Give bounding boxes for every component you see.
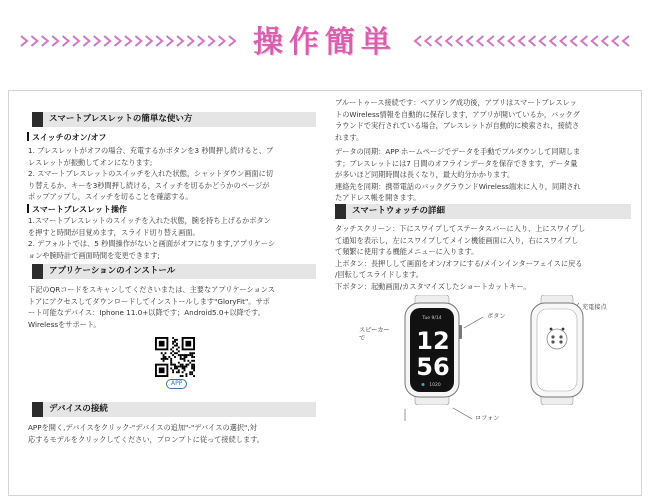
chevron-icon (550, 36, 556, 46)
text-line: ート可能なデバイス：Iphone 11.0+以降です；Android5.0+以降です。 (28, 308, 265, 318)
label-button: ボタン (487, 313, 506, 320)
text-line: ポップアップし，スイッチを切ることを確認する。 (28, 192, 193, 202)
chevron-icon (519, 36, 525, 46)
chevron-icon (425, 36, 431, 46)
chevron-icon (529, 36, 535, 46)
section-header-install (32, 264, 316, 279)
watch-steps: 1020 (429, 383, 441, 388)
section-title: スマートブレスレットの簡単な使い方 (49, 114, 193, 124)
subheading-power (27, 132, 106, 143)
chevron-icon (509, 36, 515, 46)
text-line: /回転してスライドします。 (335, 270, 423, 280)
chevron-icon (488, 36, 494, 46)
text-line: 応するモデルをクリックしてください，プロンプトに従って接続します。 (28, 434, 264, 444)
text-line: トのWireless情報を自動的に保存します，アプリが開いているか，バックグ (335, 109, 580, 119)
text-line: レスレットが振動してオンになります; (28, 157, 153, 167)
chevron-icon (613, 36, 619, 46)
text-line: す；ブレスレットには7 日間のオフラインデータを保存できます，データ量 (335, 158, 578, 168)
text-line: 下記のQRコードをスキャンしてくださいまたは、主要なアプリケーションス (28, 285, 275, 294)
watch-date: Tue 9/14 (422, 316, 442, 321)
chevron-icon (540, 36, 546, 46)
text-line: 連絡先を同期：携帯電話のバックグラウンドWireless端末に入り，同期され (335, 181, 581, 191)
text-line: Wirelessをサポート。 (28, 319, 101, 329)
text-line: ラウンドで実行されている場合，ブレスレットが自動的に検索され，接続さ (335, 121, 580, 131)
text-line: て頻繁に使用する機能メニューに入ります。 (335, 247, 479, 257)
chevron-icon (415, 36, 421, 46)
text-line: を押すと時間が目覚めます，スライド切り替え画面。 (28, 227, 200, 237)
chevron-icon (477, 36, 483, 46)
text-line: 2. スマートブレスレットのスイッチを入れた状態，シャットダウン画面に切 (28, 169, 273, 179)
text-line: 1.スマートブレスレットのスイッチを入れた状態，腕を持ち上げるかボタン (28, 216, 271, 225)
right-chevron-decoration (412, 33, 634, 49)
text-line: て通知を表示し，左にスワイプしてメイン機能画面に入り，右にスワイプし (335, 235, 579, 245)
section-title: デバイスの接続 (49, 404, 108, 414)
text-line: が多いほど同期時間は長くなり，最大約分かかります。 (335, 170, 515, 180)
section-marker-icon (32, 264, 43, 279)
chevron-icon (623, 36, 629, 46)
text-line: ョンや腕時計で画面時間を変更できます; (28, 250, 160, 260)
chevron-icon (457, 36, 463, 46)
text-line: 1. ブレスレットがオフの場合、充電するかボタンを3 秒間押し続けると、ブ (28, 146, 274, 155)
chevron-icon (561, 36, 567, 46)
chevron-icon (592, 36, 598, 46)
text-line: たアドレス帳を開きます。 (335, 193, 421, 203)
connect-instructions (28, 422, 320, 445)
section-title: スマートウォッチの詳細 (352, 206, 445, 216)
chevron-icon (436, 36, 442, 46)
page-header (0, 0, 650, 88)
right-column (335, 91, 633, 495)
text-line: ブルートゥース接続です：ペアリング成功後，アプリはスマートブレスレッ (335, 98, 577, 107)
section-header-usage (32, 112, 316, 127)
section-marker-icon (32, 112, 43, 127)
power-instructions (28, 145, 320, 203)
section-header-connect (32, 402, 316, 417)
manual-page (8, 90, 642, 496)
subheading-text: スマートブレスレット操作 (32, 205, 127, 214)
section-marker-icon (32, 402, 43, 417)
section-marker-icon (335, 204, 346, 219)
watch-hour: 12 (416, 327, 450, 355)
section-title: アプリケーションのインストール (49, 266, 176, 276)
text-line: トアにアクセスしてダウンロードしてインストールします"GloryFit"。サポ (28, 296, 270, 306)
section-header-watch-details (335, 204, 631, 219)
page-title: 操作簡単 (253, 25, 397, 60)
subheading-operation (27, 204, 127, 215)
chevron-icon (571, 36, 577, 46)
watch-back-illustration (525, 295, 589, 405)
app-badge: APP (166, 379, 187, 389)
operation-instructions (28, 215, 320, 261)
chevron-icon (581, 36, 587, 46)
text-line: 上ボタン：長押しして画面をオン/オフにする/メインインターフェイスに戻る (335, 258, 583, 268)
subheading-marker-icon (27, 204, 29, 213)
controls-paragraph (335, 223, 631, 293)
watch-minute: 56 (416, 353, 450, 381)
install-instructions (28, 284, 320, 330)
label-microphone: ロフォン (475, 415, 500, 422)
left-column (18, 91, 318, 495)
text-line: データの同期：APP ホームページでデータを手動でプルダウンして同期しま (335, 147, 581, 156)
text-line: 2. デフォルトでは、5 秒間操作がないと画面がオフになります,アプリケーシ (28, 239, 276, 249)
text-line: APPを開く,デバイスをクリック-"デバイスの追加"-"デバイスの選択",対 (28, 423, 257, 432)
subheading-marker-icon (27, 132, 29, 141)
qr-code-icon[interactable] (155, 337, 195, 377)
chevron-icon (498, 36, 504, 46)
text-line: れます。 (335, 132, 364, 142)
label-speaker: スピーカー で (359, 327, 390, 342)
text-line: タッチスクリーン：下にスワイプしてステータスバーに入り、上にスワイプし (335, 224, 586, 233)
bluetooth-paragraph (335, 97, 631, 143)
subheading-text: スイッチのオン/オフ (32, 133, 107, 142)
chevron-icon (446, 36, 452, 46)
text-line: り替えるか、キーを3秒間押し続ける，スイッチを切るかどうかのページが (28, 180, 270, 190)
chevron-icon (467, 36, 473, 46)
label-charging-contacts: 充電接点 (582, 304, 607, 311)
chevron-icon (602, 36, 608, 46)
sync-paragraph (335, 146, 631, 204)
text-line: 下ボタン：起動画面/カスタマイズしたショートカットキー。 (335, 281, 531, 291)
